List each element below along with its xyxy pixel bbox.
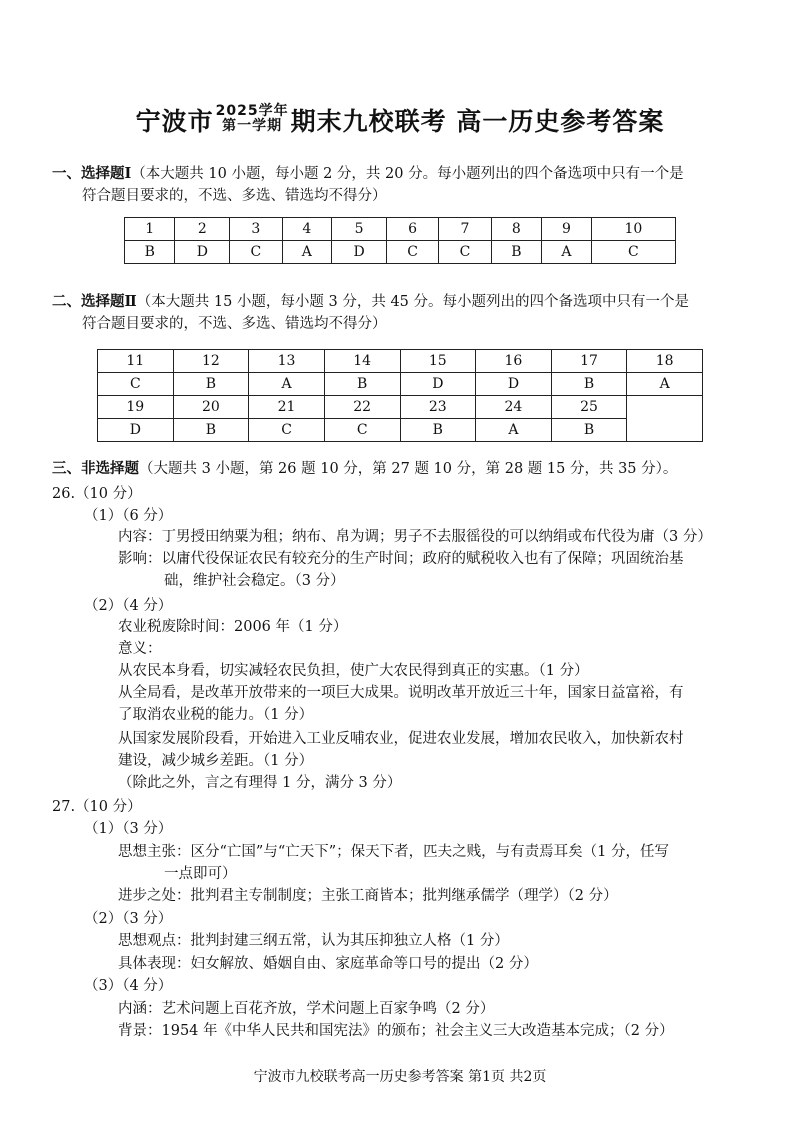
- answer-cell: B: [173, 419, 249, 442]
- question-number: 17: [551, 350, 627, 373]
- answer-cell: D: [175, 241, 230, 264]
- answer-cell: D: [400, 373, 476, 396]
- answer-cell: B: [173, 373, 249, 396]
- question-number: 6: [386, 218, 438, 241]
- sub-question-heading: （2）（4 分）: [84, 598, 173, 614]
- answer-cell: C: [591, 241, 675, 264]
- question-number: 23: [400, 396, 476, 419]
- table-row: [125, 218, 676, 241]
- question-number: 9: [542, 218, 592, 241]
- section3-desc: （大题共 3 小题，第 26 题 10 分，第 27 题 10 分，第 28 题 15 分，共 35 分）。: [139, 461, 678, 477]
- question-number: 19: [98, 396, 174, 419]
- answer-cell: D: [332, 241, 387, 264]
- answer-line: 内涵：艺术问题上百花齐放，学术问题上百家争鸣（2 分）: [118, 1001, 495, 1017]
- question-number: 22: [324, 396, 400, 419]
- answer-cell: A: [476, 419, 552, 442]
- section2-num: 二、: [52, 293, 81, 310]
- answer-line: 从全局看，是改革开放带来的一项巨大成果。说明改革开放近三十年，国家日益富裕，有: [118, 685, 684, 701]
- question-number: 25: [551, 396, 627, 419]
- title-city: 宁波市: [135, 107, 214, 136]
- question-number: 12: [173, 350, 249, 373]
- title-year: 2025学年: [215, 103, 289, 119]
- sub-question-heading: （3）（4 分）: [84, 978, 173, 994]
- answer-line: 意义：: [118, 641, 162, 657]
- section2-title: 选择题Ⅱ: [81, 293, 137, 310]
- section1-desc: （本大题共 10 小题，每小题 2 分，共 20 分。每小题列出的四个备选项中只有一个是: [131, 166, 684, 182]
- question-number: 10: [591, 218, 675, 241]
- question-number: 1: [125, 218, 175, 241]
- empty-cell: [627, 396, 703, 442]
- question-number: 20: [173, 396, 249, 419]
- answer-cell: C: [249, 419, 325, 442]
- table-row: [98, 350, 703, 373]
- answer-cell: C: [324, 419, 400, 442]
- section2-desc: （本大题共 15 小题，每小题 3 分，共 45 分。每小题列出的四个备选项中只有一个是: [136, 294, 690, 310]
- answer-line: 进步之处：批判君主专制制度；主张工商皆本；批判继承儒学（理学）（2 分）: [118, 888, 618, 904]
- section2-heading: [52, 292, 689, 312]
- answer-cell: C: [98, 373, 174, 396]
- answer-line: 思想主张：区分“亡国”与“亡天下”；保天下者，匹夫之贱，与有责焉耳矣（1 分，任写: [118, 844, 669, 860]
- question-26-heading: 26.（10 分）: [52, 486, 142, 502]
- page-footer: 宁波市九校联考高一历史参考答案 第1页 共2页: [253, 1069, 547, 1085]
- table-row: [98, 373, 703, 396]
- answer-line: 具体表现：妇女解放、婚姻自由、家庭革命等口号的提出（2 分）: [118, 956, 538, 972]
- answer-table-2: [97, 349, 703, 442]
- question-number: 2: [175, 218, 230, 241]
- answer-line: 建设，减少城乡差距。（1 分）: [118, 753, 314, 769]
- answer-cell: B: [551, 373, 627, 396]
- answer-cell: C: [230, 241, 282, 264]
- question-number: 21: [249, 396, 325, 419]
- section1-desc-cont: 符合题目要求的，不选、多选、错选均不得分）: [82, 188, 387, 204]
- answer-cell: C: [439, 241, 491, 264]
- question-number: 14: [324, 350, 400, 373]
- section3-heading: [52, 459, 677, 479]
- answer-line: 了取消农业税的能力。（1 分）: [118, 707, 314, 723]
- section1-heading: [52, 164, 684, 184]
- title-term-stack: [216, 104, 289, 134]
- sub-question-heading: （1）（3 分）: [84, 821, 173, 837]
- question-number: 13: [249, 350, 325, 373]
- answer-cell: B: [551, 419, 627, 442]
- answer-line: 背景：1954 年《中华人民共和国宪法》的颁布；社会主义三大改造基本完成；（2 分）: [118, 1023, 674, 1039]
- table-row: [98, 396, 703, 419]
- answer-cell: C: [386, 241, 438, 264]
- question-number: 7: [439, 218, 491, 241]
- answer-cell: B: [125, 241, 175, 264]
- table-row: [125, 241, 676, 264]
- sub-question-heading: （1）（6 分）: [84, 508, 173, 524]
- answer-line-cont: 础，维护社会稳定。（3 分）: [164, 573, 345, 589]
- page-title: [0, 102, 800, 138]
- answer-line: （除此之外，言之有理得 1 分，满分 3 分）: [118, 775, 402, 791]
- answer-cell: A: [282, 241, 332, 264]
- answer-line: 内容：丁男授田纳粟为租；纳布、帛为调；男子不去服徭役的可以纳绢或布代役为庸（3 分）: [118, 529, 712, 545]
- question-number: 5: [332, 218, 387, 241]
- answer-table-1: [124, 217, 676, 264]
- section2-desc-cont: 符合题目要求的，不选、多选、错选均不得分）: [82, 316, 387, 332]
- section1-title: 选择题Ⅰ: [81, 165, 132, 182]
- answer-line: 从国家发展阶段看，开始进入工业反哺农业，促进农业发展，增加农民收入，加快新农村: [118, 731, 684, 747]
- answer-cell: A: [627, 373, 703, 396]
- question-number: 24: [476, 396, 552, 419]
- answer-line: 思想观点：批判封建三纲五常，认为其压抑独立人格（1 分）: [118, 933, 509, 949]
- answer-line-cont: 一点即可）: [164, 866, 237, 882]
- answer-cell: D: [98, 419, 174, 442]
- question-number: 16: [476, 350, 552, 373]
- section3-num: 三、: [52, 460, 81, 477]
- sub-question-heading: （2）（3 分）: [84, 911, 173, 927]
- table-row: [98, 419, 703, 442]
- section3-title: 非选择题: [81, 460, 139, 477]
- question-number: 3: [230, 218, 282, 241]
- question-number: 18: [627, 350, 703, 373]
- question-number: 4: [282, 218, 332, 241]
- answer-cell: D: [476, 373, 552, 396]
- answer-cell: B: [400, 419, 476, 442]
- answer-cell: A: [542, 241, 592, 264]
- answer-cell: B: [491, 241, 541, 264]
- question-number: 15: [400, 350, 476, 373]
- question-27-heading: 27.（10 分）: [52, 799, 142, 815]
- question-number: 8: [491, 218, 541, 241]
- answer-cell: B: [324, 373, 400, 396]
- section1-num: 一、: [52, 165, 81, 182]
- answer-line: 从农民本身看，切实减轻农民负担，使广大农民得到真正的实惠。（1 分）: [118, 663, 589, 679]
- answer-cell: A: [249, 373, 325, 396]
- question-number: 11: [98, 350, 174, 373]
- title-exam: 期末九校联考 高一历史参考答案: [290, 107, 665, 136]
- title-term: 第一学期: [222, 118, 283, 134]
- answer-line: 农业税废除时间：2006 年（1 分）: [118, 619, 348, 635]
- answer-line: 影响：以庸代役保证农民有较充分的生产时间；政府的赋税收入也有了保障；巩固统治基: [118, 551, 684, 567]
